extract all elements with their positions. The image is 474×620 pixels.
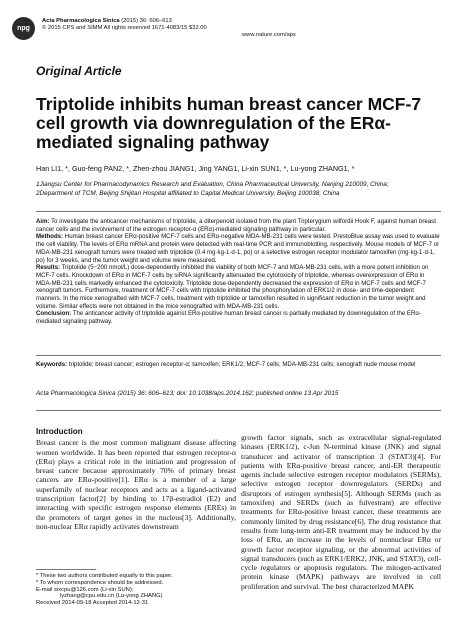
abstract-bottom-rule bbox=[36, 355, 441, 356]
conclusion-label: Conclusion: bbox=[36, 310, 72, 318]
conclusion-text: The anticancer activity of triptolide against ERα-positive human breast cancer is partially mediated by downregulation of the ERα-mediated signaling pathway. bbox=[36, 310, 421, 326]
journal-issue: (2015) 36: 606–613 bbox=[121, 18, 172, 24]
affiliations bbox=[36, 180, 456, 198]
footnotes bbox=[36, 573, 236, 607]
methods-label: Methods: bbox=[36, 233, 64, 241]
affiliation-1: 1Jiangsu Center for Pharmacodynamics Research and Evaluation, China Pharmaceutical University, Nanjing 210009, China; bbox=[36, 181, 389, 188]
intro-left-column bbox=[36, 427, 236, 531]
affiliation-2: 2Department of TCM, Beijing Shijitan Hospital affiliated to Capital Medical University, Beijing 100038, China bbox=[36, 190, 340, 197]
intro-right-column bbox=[241, 433, 441, 591]
intro-heading: Introduction bbox=[36, 427, 83, 436]
footnote-dates: Received 2014-09-18 Accepted 2014-12-31 bbox=[36, 600, 149, 607]
author-list: Han LI1, *, Guo-feng PAN2, *, Zhen-zhou JIANG1, Jing YANG1, Li-xin SUN1, *, Lu-yong ZHANG1, * bbox=[36, 164, 355, 173]
citation-line: Acta Pharmacologica Sinica (2015) 36: 606–613; doi: 10.1038/aps.2014.162; published online 13 Apr 2015 bbox=[36, 390, 339, 397]
intro-left-text: Breast cancer is the most common malignant disease affecting women worldwide. It has been reported that estrogen receptor-α (ERα) plays a critical role in the initiation and progression of breast cancer because approximately 70% of primary breast cancers are ERα-positive[1]. ERα is a member of a large superfamily of nuclear receptors and acts as a ligand-activated transcription factor[2] by binding to 17β-estradiol (E2) and interacting with specific estrogen response elements (EREs) in the promoters of target genes in the nucleus[3]. Additionally, non-nuclear ERα rapidly activates downstream bbox=[36, 438, 236, 531]
keywords bbox=[36, 361, 441, 369]
abstract bbox=[36, 218, 441, 326]
journal-url[interactable]: www.nature.com/aps bbox=[242, 32, 296, 38]
footnote-email-2[interactable]: lyzhang@cpu.edu.cn (Lu-yong ZHANG) bbox=[60, 593, 163, 600]
npg-logo: npg bbox=[12, 17, 35, 40]
article-type: Original Article bbox=[36, 64, 122, 78]
footnote-2: * To whom correspondence should be addressed. bbox=[36, 579, 164, 586]
keywords-text: triptolide; breast cancer; estrogen receptor-α; tamoxifen; ERK1/2; MCF-7 cells; MDA-MB-231 cells; xenograft nude mouse model bbox=[67, 361, 416, 368]
results-label: Results: bbox=[36, 264, 61, 272]
journal-name: Acta Pharmacologica Sinica bbox=[42, 18, 120, 24]
aim-label: Aim: bbox=[36, 218, 50, 225]
methods-text: Human breast cancer ERα-positive MCF-7 cells and ERα-negative MDA-MB-231 cells were tested. PrestoBlue assay was used to evaluate the cell viability. The levels of ERα mRNA and protein were detected with real-time PCR and immunoblotting, respectively. Mouse models of MCF-7 or MDA-MB-231 xenograft tumors were treated with triptolide (0.4 mg·kg-1·d-1, po) or a selective estrogen receptor modulator tamoxifen (mg·kg-1·d-1, po) for 3 weeks, and the tumor weight and volume were measured. bbox=[36, 233, 440, 264]
keywords-label: Keywords: bbox=[36, 361, 68, 368]
journal-header bbox=[42, 18, 302, 38]
article-title: Triptolide inhibits human breast cancer MCF-7 cell growth via downregulation of the ERα-mediated signaling pathway bbox=[36, 94, 422, 152]
footnote-rule bbox=[36, 569, 96, 570]
footnote-email-1[interactable]: E-mail sixcpu@126.com (Li-xin SUN); bbox=[36, 586, 134, 593]
results-text: Triptolide (5−200 nmol/L) dose-dependently inhibited the viability of both MCF-7 and MDA-MB-231 cells, with a more potent inhibition on MCF-7 cells. Knockdown of ERα in MCF-7 cells by siRNA significantly attenuated the cytotoxicity of triptolide, whereas overexpression of ERα in MDA-MB-231 cells markedly enhanced the cytotoxicity. Triptolide dose-dependently decreased the expression of ERα in MCF-7 cells and MCF-7 xenograft tumors. Furthermore, treatment of MCF-7 cells with triptolide inhibited the phosphorylation of ERK1/2 in dose- and time-dependent manners. In the mice xenografted with MCF-7 cells, treatment with triptolide or tamoxifen resulted in significant reduction in the tumor weight and volume. Similar effects were not obtained in the mice xenografted with MDA-MB-231 cells. bbox=[36, 264, 429, 310]
abstract-top-rule bbox=[36, 211, 441, 212]
citation-rule bbox=[36, 410, 441, 411]
footnote-1: * These two authors contributed equally to this paper. bbox=[36, 573, 173, 579]
copyright-line: © 2015 CPS and SIMM All rights reserved 1671-4083/15 $32.00 bbox=[42, 25, 207, 31]
intro-right-text: growth factor signals, such as extracellular signal-regulated kinases (ERK1/2), c-Jun N-terminal kinase (JNK) and signal transducer and activator of transcription 3 (STAT3)[4]. For patients with ERα-positive breast cancer, anti-ER therapeutic agents include selective estrogen receptor modulators (SERMs), selective estrogen receptor downregulators (SERDs) and disruptors of estrogen synthesis[5]. Although SERMs (such as tamoxifen) and SERDs (such as fulvestrant) are effective treatments for ERα-positive breast cancer, these treatments are commonly limited by drug resistance[6]. The drug resistance that results from long-term anti-ER treatment may be induced by the loss of ERα, an increase in the levels of nonnuclear ERα or growth factor receptor signaling, or the abnormal activities of signal transducers (such as ERK1/ERK2, JNK, and STAT3), cell-cycle regulators or apoptosis regulators. The mitogen-activated protein kinase (MAPK) pathways are involved in cell proliferation and survival. The best characterized MAPK bbox=[241, 433, 441, 591]
aim-text: To investigate the anticancer mechanisms of triptolide, a diterpenoid isolated from the plant Tripterygium wilfordii Hook F, against human breast cancer cells and the involvement of the estrogen receptor-α (ERα)-mediated signaling pathway in particular. bbox=[36, 218, 436, 233]
